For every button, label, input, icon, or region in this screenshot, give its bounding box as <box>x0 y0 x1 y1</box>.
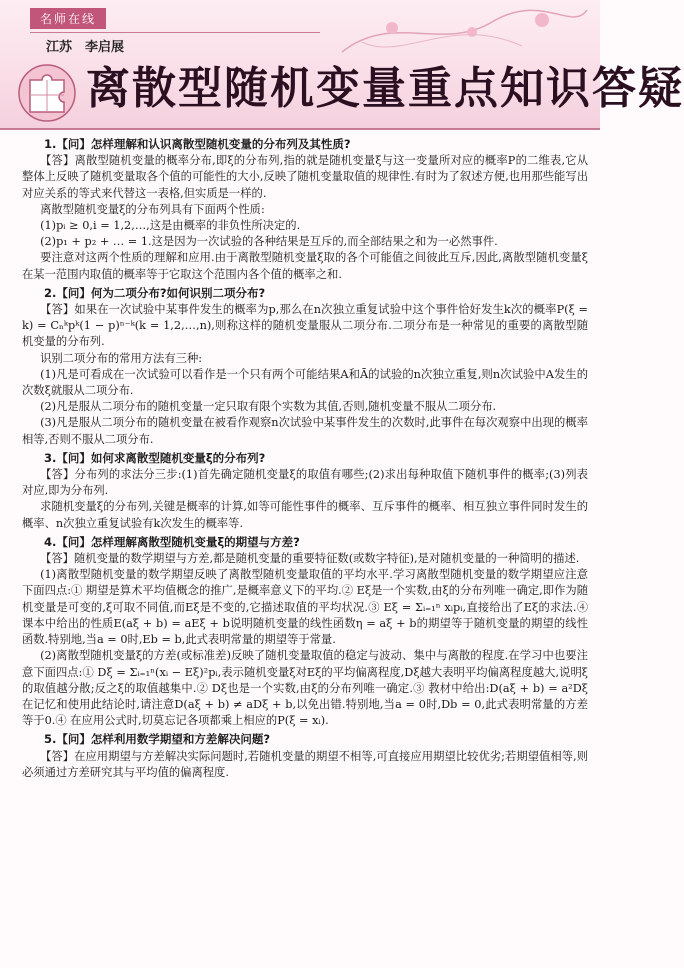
answer-paragraph: (2)凡是服从二项分布的随机变量一定只取有限个实数为其值,否则,随机变量不服从二项分布. <box>40 400 497 414</box>
answer-paragraph: 要注意对这两个性质的理解和应用.由于离散型随机变量ξ取的各个可能值之间彼此互斥,因此,离散型随机变量ξ在某一范围内取值的概率等于它取这个范围内各个值的概率之和. <box>22 251 588 281</box>
answer-paragraph: 【答】分布列的求法分三步:(1)首先确定随机变量ξ的取值有哪些;(2)求出每种取值下随机事件的概率;(3)列表对应,即为分布列. <box>22 468 588 498</box>
answer-paragraph: 【答】离散型随机变量的概率分布,即ξ的分布列,指的就是随机变量ξ与这一变量所对应的概率P的二维表,它从整体上反映了随机变量取各个值的可能性的大小,反映了随机变量取值的规律性.有时为了叙述方便,也用那些能写出对应关系的等式来代替这一表格,但实质是一样的. <box>22 154 588 200</box>
article-body <box>22 134 588 964</box>
answer-paragraph: 【答】在应用期望与方差解决实际问题时,若随机变量的期望不相等,可直接应用期望比较优劣;若期望值相等,则必须通过方差研究其与平均值的偏离程度. <box>22 749 588 779</box>
question-heading: 3.【问】如何求离散型随机变量ξ的分布列? <box>44 450 266 465</box>
answer-paragraph: (1)pᵢ ≥ 0,i = 1,2,…,这是由概率的非负性所决定的. <box>40 219 301 233</box>
answer-paragraph: 离散型随机变量ξ的分布列具有下面两个性质: <box>40 202 265 216</box>
puzzle-icon <box>18 64 76 122</box>
question-heading: 2.【问】何为二项分布?如何识别二项分布? <box>44 285 266 300</box>
question-heading: 5.【问】怎样利用数学期望和方差解决问题? <box>44 732 271 747</box>
column-label: 名师在线 <box>30 8 106 29</box>
answer-paragraph: 求随机变量ξ的分布列,关键是概率的计算,如等可能性事件的概率、互斥事件的概率、相互独立事件同时发生的概率、n次独立重复试验有k次发生的概率等. <box>22 500 588 530</box>
question-heading: 4.【问】怎样理解离散型随机变量ξ的期望与方差? <box>44 534 300 549</box>
page-header <box>0 0 684 130</box>
answer-paragraph: (3)凡是服从二项分布的随机变量在被看作观察n次试验中某事件发生的次数时,此事件在每次观察中出现的概率相等,否则不服从二项分布. <box>22 416 588 446</box>
answer-paragraph: (1)凡是可看成在一次试验可以看作是一个只有两个可能结果A和Ā的试验的n次独立重复,则n次试验中A发生的次数ξ就服从二项分布. <box>22 367 588 398</box>
answer-paragraph: (2)p₁ + p₂ + … = 1.这是因为一次试验的各种结果是互斥的,而全部结果之和为一必然事件. <box>40 235 498 249</box>
question-heading: 1.【问】怎样理解和认识离散型随机变量的分布列及其性质? <box>44 137 351 151</box>
answer-paragraph: 识别二项分布的常用方法有三种: <box>40 351 203 365</box>
author-line: 江苏 李启展 <box>46 40 125 55</box>
header-divider <box>30 32 320 33</box>
answer-paragraph: (2)离散型随机变量ξ的方差(或标准差)反映了随机变量取值的稳定与波动、集中与离散的程度.在学习中也要注意下面四点:① Dξ = Σᵢ₌₁ⁿ(xᵢ − Eξ)²pᵢ,表示随机变量ξ对Eξ的平均偏离程度,Dξ越大表明平均偏离程度越大,说明ξ的取值越分散;反之ξ的取值越集中.② Dξ也是一个实数,由ξ的分布列唯一确定.③ 教材中给出:D(aξ + b) = a²Dξ在记忆和使用此结论时,请注意D(aξ + b) ≠ aDξ + b,以免出错.特别地,当a = 0时,Db = 0,此式表明常量的方差等于0.④ 在应用公式时,切莫忘记各项都乘上相应的P(ξ = xᵢ). <box>22 649 588 728</box>
article-title: 离散型随机变量重点知识答疑 <box>86 63 684 114</box>
answer-paragraph: 【答】随机变量的数学期望与方差,都是随机变量的重要特征数(或数字特征),是对随机变量的一种简明的描述. <box>40 552 580 566</box>
answer-paragraph: 【答】如果在一次试验中某事件发生的概率为p,那么在n次独立重复试验中这个事件恰好发生k次的概率P(ξ = k) = Cₙᵏpᵏ(1 − p)ⁿ⁻ᵏ(k = 1,2,…,n),则称这样的随机变量服从二项分布.二项分布是一种常见的重要的离散型随机变量的分布列. <box>22 303 588 349</box>
answer-paragraph: (1)离散型随机变量的数学期望反映了离散型随机变量取值的平均水平.学习离散型随机变量的数学期望应注意下面四点:① 期望是算术平均值概念的推广,是概率意义下的平均.② Eξ是一个实数,由ξ的分布列唯一确定,即作为随机变量是可变的,ξ可取不同值,而Eξ是不变的,它描述取值的平均状况.③ Eξ = Σᵢ₌₁ⁿ xᵢpᵢ,直接给出了Eξ的求法.④ 课本中给出的性质E(aξ + b) = aEξ + b说明随机变量的线性函数η = aξ + b的期望等于随机变量的期望的线性函数.特别地,当a = 0时,Eb = b,此式表明常量的期望等于常量. <box>22 568 588 647</box>
